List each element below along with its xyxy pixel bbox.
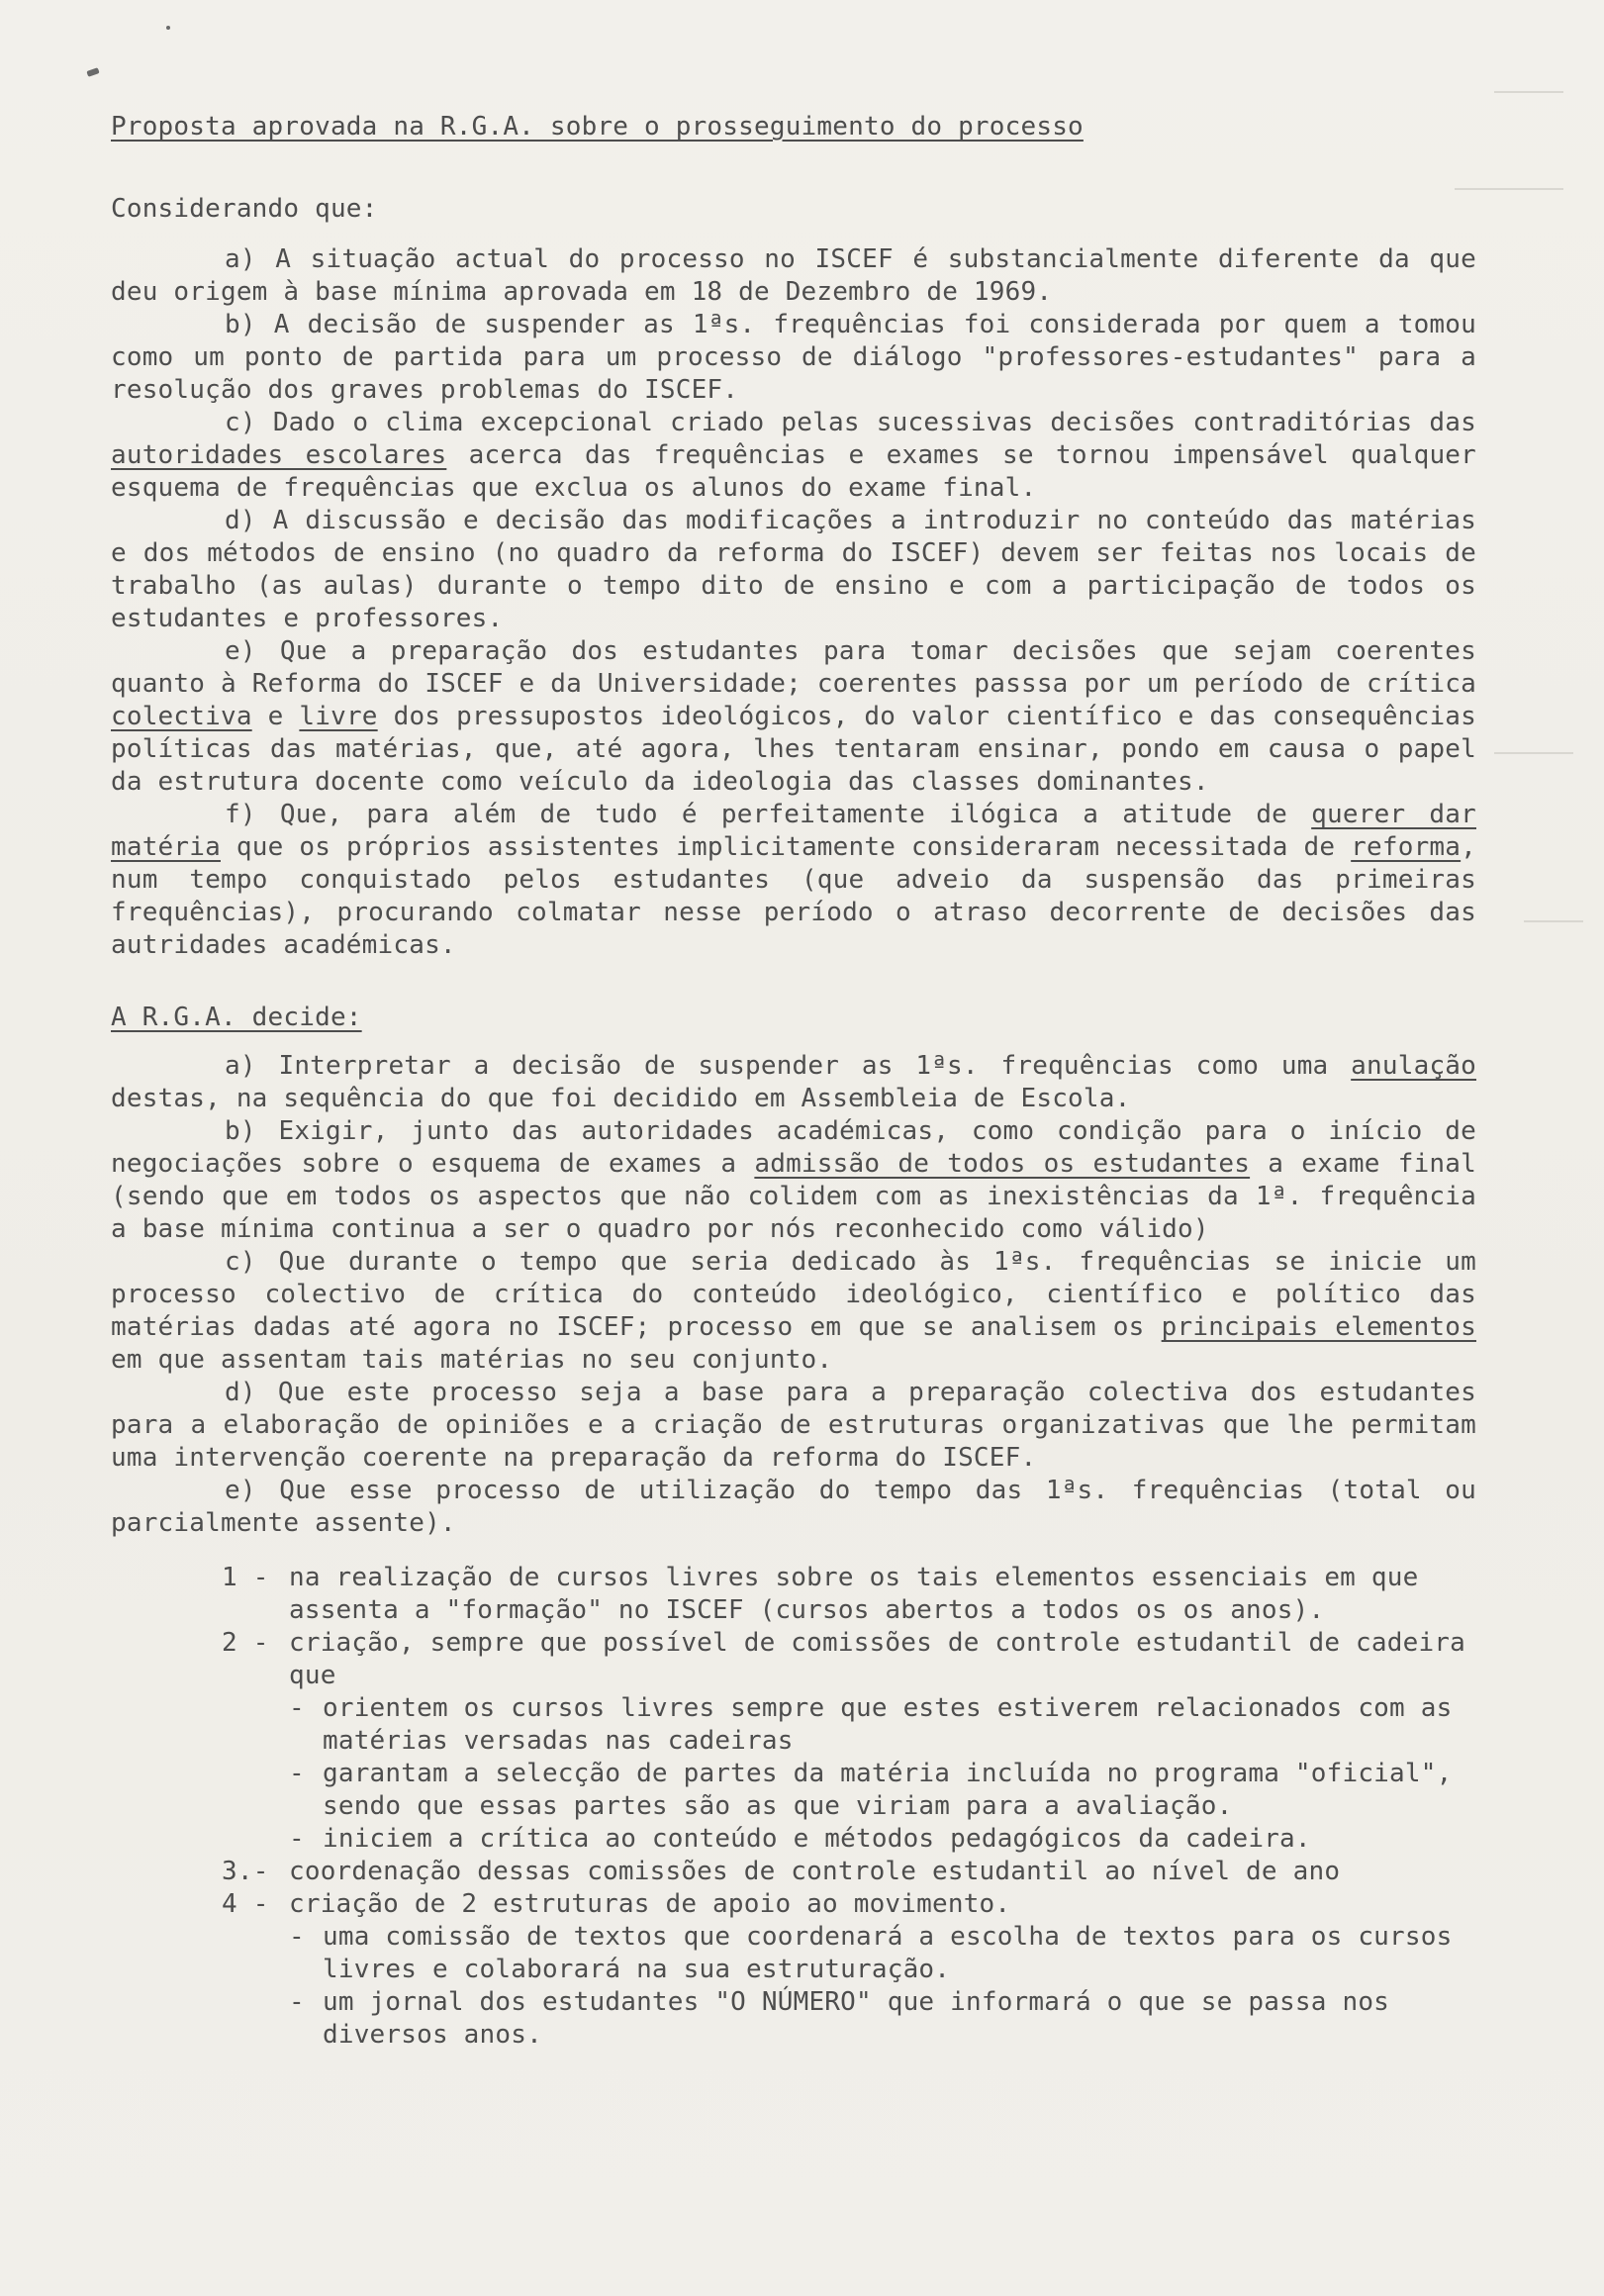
underlined-phrase: colectiva — [111, 702, 252, 731]
item-number: 1 - — [222, 1563, 269, 1592]
list-item — [222, 1562, 1476, 1627]
underlined-phrase: anulação — [1351, 1051, 1476, 1081]
dash-bullet: - — [289, 1759, 305, 1788]
document-title: Proposta aprovada na R.G.A. sobre o prosseguimento do processo — [111, 112, 1084, 142]
intro-line: Considerando que: — [111, 194, 378, 224]
document-body — [111, 111, 1476, 2052]
action-list — [222, 1562, 1476, 2052]
consideration-e: e) Que a preparação dos estudantes para tomar decisões que sejam coerentes quanto à Reforma do ISCEF e da Universidade; coerentes passsa por um período de crítica colectiva e livre dos pressupostos ideológicos, do valor científico e das consequências políticas das matérias, que, até agora, lhes tentaram ensinar, pondo em causa o papel da estrutura docente como veículo da ideologia das classes dominantes. — [111, 636, 1477, 797]
bleed-through-line — [1494, 91, 1563, 93]
item-text: criação de 2 estruturas de apoio ao movimento. — [289, 1889, 1011, 1919]
sub-item: - iniciem a crítica ao conteúdo e métodos pedagógicos da cadeira. — [289, 1824, 1311, 1854]
stray-ink-mark — [86, 67, 99, 77]
bleed-through-line — [1494, 752, 1573, 754]
consideration-c: c) Dado o clima excepcional criado pelas sucessivas decisões contraditórias das autoridades escolares acerca das frequências e exames se tornou impensável qualquer esquema de frequências que exclua os alunos do exame final. — [111, 408, 1477, 503]
decision-a: a) Interpretar a decisão de suspender as 1ªs. frequências como uma anulação destas, na sequência do que foi decidido em Assembleia de Escola. — [111, 1051, 1476, 1113]
sub-item: - um jornal dos estudantes "O NÚMERO" que informará o que se passa nos diversos anos. — [289, 1987, 1390, 2050]
consideration-b: b) A decisão de suspender as 1ªs. frequências foi considerada por quem a tomou como um ponto de partida para um processo de diálogo "professores-estudantes" para a resolução dos graves problemas do ISCEF. — [111, 310, 1476, 405]
list-item — [222, 1888, 1476, 2052]
dash-bullet: - — [289, 1693, 305, 1723]
item-number: 4 - — [222, 1889, 269, 1919]
item-number: 3.- — [222, 1857, 269, 1886]
list-item — [222, 1856, 1476, 1888]
sub-list — [289, 1921, 1476, 2052]
consideration-d: d) A discussão e decisão das modificações a introduzir no conteúdo das matérias e dos métodos de ensino (no quadro da reforma do ISCEF) devem ser feitas nos locais de trabalho (as aulas) durante o tempo dito de ensino e com a participação de todos os estudantes e professores. — [111, 506, 1476, 633]
underlined-phrase: livre — [299, 702, 378, 731]
underlined-phrase: principais elementos — [1161, 1312, 1476, 1342]
dash-bullet: - — [289, 1922, 305, 1952]
item-number: 2 - — [222, 1628, 269, 1658]
item-text: criação, sempre que possível de comissões de controle estudantil de cadeira que — [289, 1628, 1465, 1690]
consideration-f: f) Que, para além de tudo é perfeitamente ilógica a atitude de querer dar matéria que os próprios assistentes implicitamente consideraram necessitada de reforma, num tempo conquistado pelos estudantes (que adveio da suspensão das primeiras frequências), procurando colmatar nesse período o atraso decorrente de decisões das autridades académicas. — [111, 800, 1476, 960]
sub-item: - orientem os cursos livres sempre que estes estiverem relacionados com as matérias versadas nas cadeiras — [289, 1693, 1453, 1756]
sub-item: - uma comissão de textos que coordenará a escolha de textos para os cursos livres e colaborará na sua estruturação. — [289, 1922, 1453, 1984]
decision-c: c) Que durante o tempo que seria dedicado às 1ªs. frequências se inicie um processo colectivo de crítica do conteúdo ideológico, científico e político das matérias dadas até agora no ISCEF; processo em que se analisem os principais elementos em que assentam tais matérias no seu conjunto. — [111, 1247, 1476, 1375]
list-item — [222, 1627, 1476, 1856]
decision-heading: A R.G.A. decide: — [111, 1003, 362, 1032]
bleed-through-line — [1524, 920, 1583, 922]
underlined-phrase: admissão de todos os estudantes — [754, 1149, 1251, 1179]
item-text: coordenação dessas comissões de controle estudantil ao nível de ano — [289, 1857, 1341, 1886]
item-text: na realização de cursos livres sobre os tais elementos essenciais em que assenta a "formação" no ISCEF (cursos abertos a todos os os anos). — [289, 1563, 1419, 1625]
decision-b: b) Exigir, junto das autoridades académicas, como condição para o início de negociações sobre o esquema de exames a admissão de todos os estudantes a exame final (sendo que em todos os aspectos que não colidem com as inexistências da 1ª. frequência a base mínima continua a ser o quadro por nós reconhecido como válido) — [111, 1116, 1476, 1244]
sub-item: - garantam a selecção de partes da matéria incluída no programa "oficial", sendo que essas partes são as que viriam para a avaliação. — [289, 1759, 1453, 1821]
decision-e: e) Que esse processo de utilização do tempo das 1ªs. frequências (total ou parcialmente assente). — [111, 1476, 1476, 1538]
consideration-a: a) A situação actual do processo no ISCEF é substancialmente diferente da que deu origem à base mínima aprovada em 18 de Dezembro de 1969. — [111, 244, 1476, 307]
underlined-phrase: autoridades escolares — [111, 440, 447, 470]
stray-ink-dot — [166, 26, 170, 30]
decision-d: d) Que este processo seja a base para a preparação colectiva dos estudantes para a elaboração de opiniões e a criação de estruturas organizativas que lhe permitam uma intervenção coerente na preparação da reforma do ISCEF. — [111, 1378, 1476, 1473]
dash-bullet: - — [289, 1824, 305, 1854]
underlined-phrase: reforma — [1351, 832, 1462, 862]
dash-bullet: - — [289, 1987, 305, 2017]
underlined-phrase: querer dar matéria — [111, 800, 1476, 862]
sub-list — [289, 1692, 1476, 1856]
